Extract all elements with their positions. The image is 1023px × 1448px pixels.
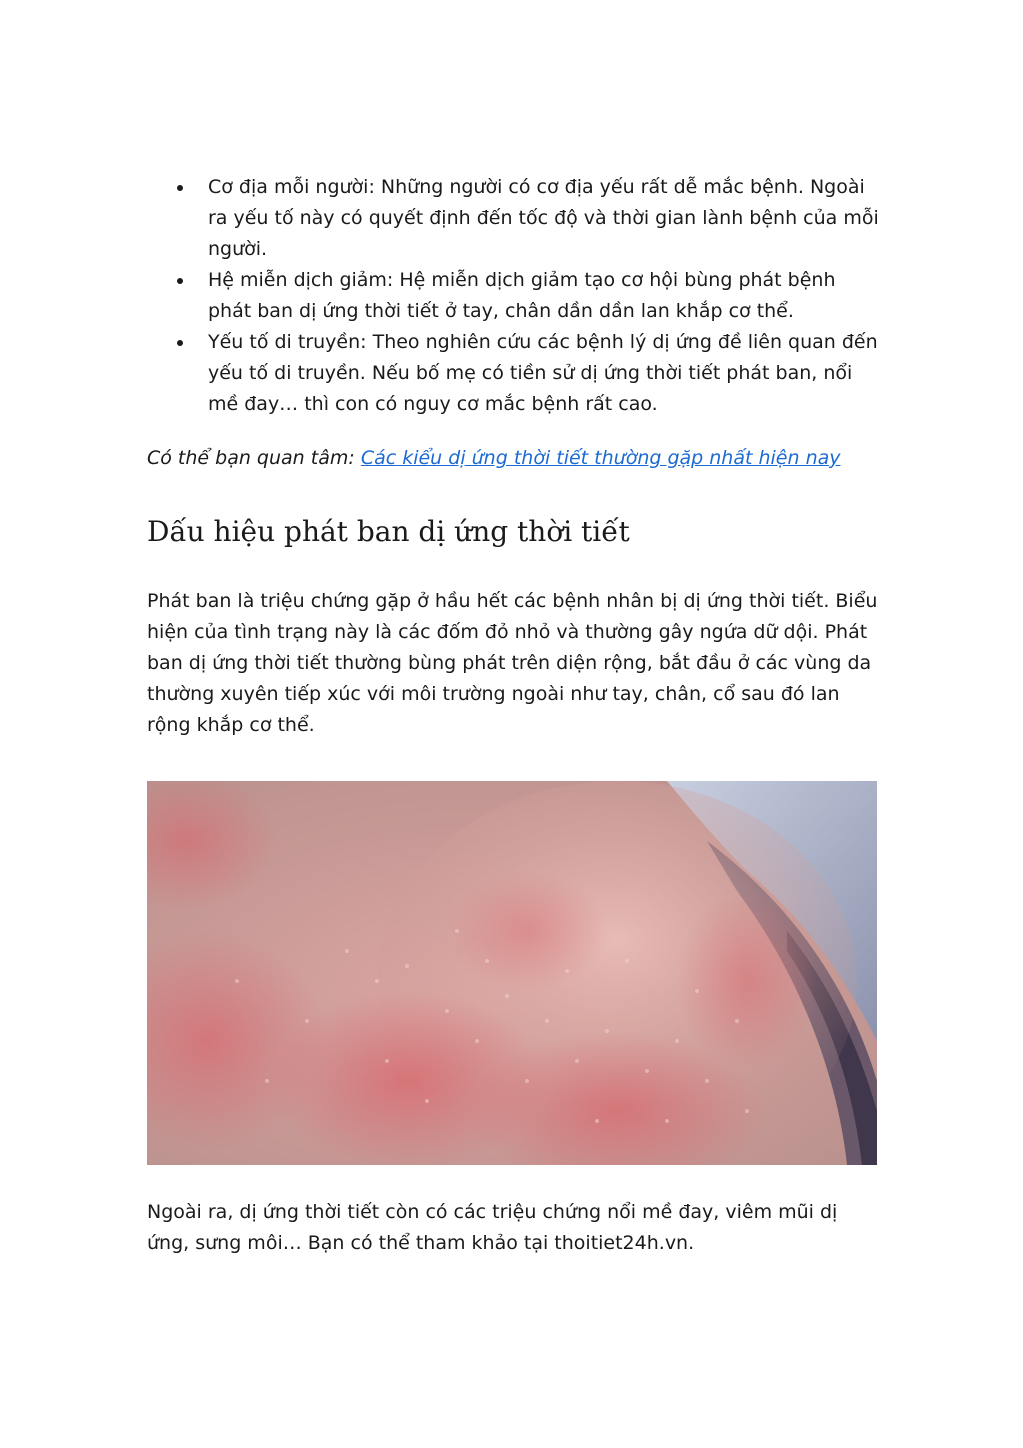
list-item-text: Hệ miễn dịch giảm: Hệ miễn dịch giảm tạo cơ hội bùng phát bệnh phát ban dị ứng thời tiết ở tay, chân dần dần lan khắp cơ thể. xyxy=(208,269,836,322)
document-body xyxy=(147,172,883,1259)
related-prefix: Có thể bạn quan tâm: xyxy=(147,447,361,469)
section-heading: Dấu hiệu phát ban dị ứng thời tiết xyxy=(147,515,630,548)
list-item-text: Cơ địa mỗi người: Những người có cơ địa yếu rất dễ mắc bệnh. Ngoài ra yếu tố này có quyết định đến tốc độ và thời gian lành bệnh của mỗi người. xyxy=(208,176,879,260)
cause-list xyxy=(147,172,883,420)
bullet-icon xyxy=(177,185,183,191)
list-item xyxy=(147,265,883,327)
section-paragraph: Phát ban là triệu chứng gặp ở hầu hết các bệnh nhân bị dị ứng thời tiết. Biểu hiện của tình trạng này là các đốm đỏ nhỏ và thường gây ngứa dữ dội. Phát ban dị ứng thời tiết thường bùng phát trên diện rộng, bắt đầu ở các vùng da thường xuyên tiếp xúc với môi trường ngoài như tay, chân, cổ sau đó lan rộng khắp cơ thể. xyxy=(147,590,878,736)
bullet-icon xyxy=(177,340,183,346)
list-item xyxy=(147,327,883,420)
list-item xyxy=(147,172,883,265)
skin-rash-photo xyxy=(147,781,877,1165)
related-article-link[interactable]: Các kiểu dị ứng thời tiết thường gặp nhất hiện nay xyxy=(360,447,841,469)
after-image-paragraph: Ngoài ra, dị ứng thời tiết còn có các triệu chứng nổi mề đay, viêm mũi dị ứng, sưng môi… Bạn có thể tham khảo tại thoitiet24h.vn. xyxy=(147,1201,838,1254)
related-article xyxy=(147,443,883,474)
bullet-icon xyxy=(177,278,183,284)
list-item-text: Yếu tố di truyền: Theo nghiên cứu các bệnh lý dị ứng đề liên quan đến yếu tố di truyền. Nếu bố mẹ có tiền sử dị ứng thời tiết phát ban, nổi mề đay… thì con có nguy cơ mắc bệnh rất cao. xyxy=(208,331,878,415)
